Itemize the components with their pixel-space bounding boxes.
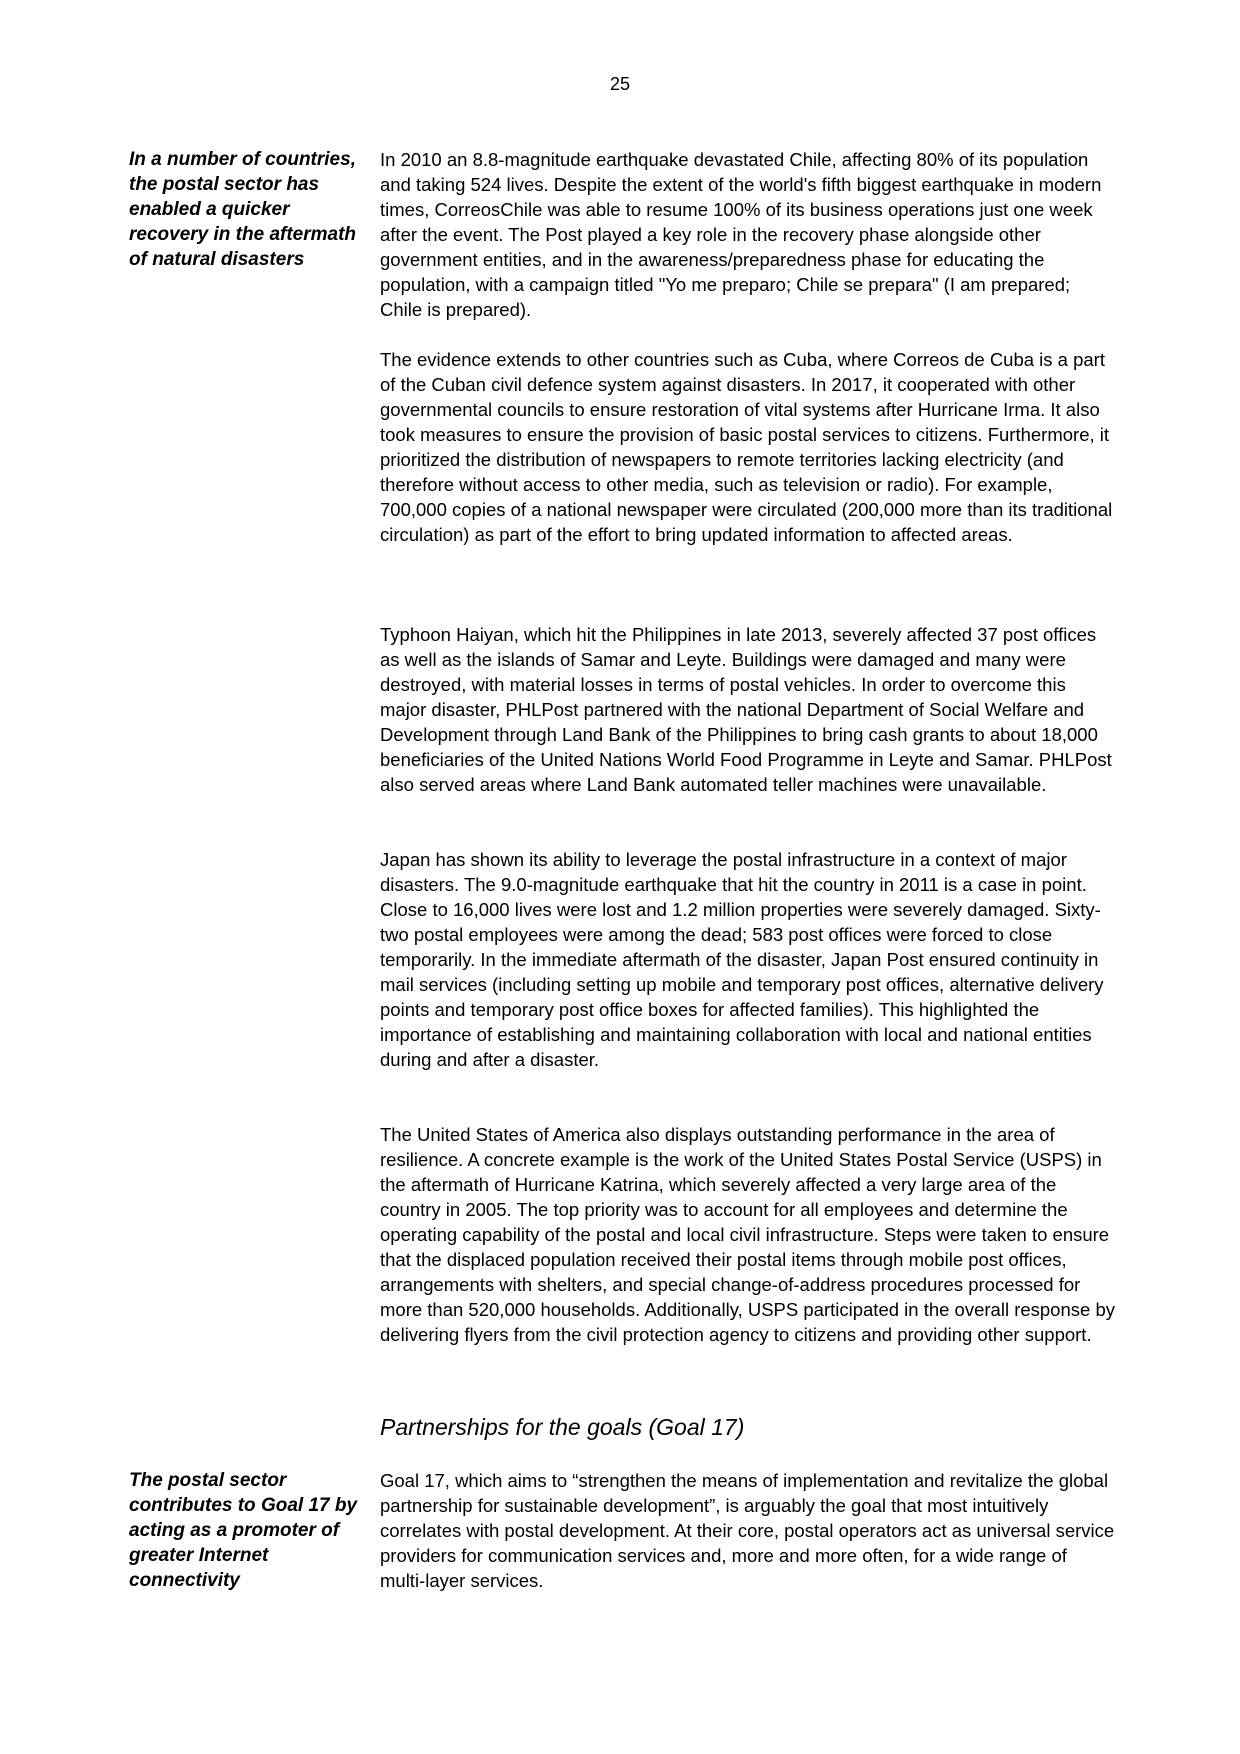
- paragraph-usa: The United States of America also displays outstanding performance in the area of resilience. A concrete example is the work of the United States Postal Service (USPS) in the aftermath of Hurricane Katrina, which severely affected a very large area of the country in 2005. The top priority was to account for all employees and determine the operating capability of the postal and local civil infrastructure. Steps were taken to ensure that the displaced population received their postal items through mobile post offices, arrangements with shelters, and special change-of-address procedures processed for more than 520,000 households. Additionally, USPS participated in the overall response by delivering flyers from the civil protection agency to citizens and providing other support.: [380, 1124, 1115, 1345]
- sidenote-disaster-recovery: In a number of countries, the postal sector has enabled a quicker recovery in the aftermath of natural disasters: [129, 149, 357, 270]
- section-heading-goal-17: Partnerships for the goals (Goal 17): [380, 1414, 745, 1440]
- paragraph-chile: In 2010 an 8.8-magnitude earthquake devastated Chile, affecting 80% of its population and taking 524 lives. Despite the extent of the world's fifth biggest earthquake in modern times, CorreosChile was able to resume 100% of its business operations just one week after the event. The Post played a key role in the recovery phase alongside other government entities, and in the awareness/preparedness phase for educating the population, with a campaign titled "Yo me preparo; Chile se prepara" (I am prepared; Chile is prepared).: [380, 149, 1102, 320]
- sidenote-internet-connectivity: The postal sector contributes to Goal 17 by acting as a promoter of greater Internet connectivity: [129, 1470, 358, 1591]
- page-number: 25: [609, 74, 631, 94]
- paragraph-cuba: The evidence extends to other countries such as Cuba, where Correos de Cuba is a part of the Cuban civil defence system against disasters. In 2017, it cooperated with other governmental councils to ensure restoration of vital systems after Hurricane Irma. It also took measures to ensure the provision of basic postal services to citizens. Furthermore, it prioritized the distribution of newspapers to remote territories lacking electricity (and therefore without access to other media, such as television or radio). For example, 700,000 copies of a national newspaper were circulated (200,000 more than its traditional circulation) as part of the effort to bring updated information to affected areas.: [380, 349, 1113, 545]
- paragraph-goal-17: Goal 17, which aims to “strengthen the means of implementation and revitalize the global partnership for sustainable development”, is arguably the goal that most intuitively correlates with postal development. At their core, postal operators act as universal service providers for communication services and, more and more often, for a wide range of multi-layer services.: [380, 1470, 1115, 1591]
- paragraph-japan: Japan has shown its ability to leverage the postal infrastructure in a context of major disasters. The 9.0-magnitude earthquake that hit the country in 2011 is a case in point. Close to 16,000 lives were lost and 1.2 million properties were severely damaged. Sixty-two postal employees were among the dead; 583 post offices were forced to close temporarily. In the immediate aftermath of the disaster, Japan Post ensured continuity in mail services (including setting up mobile and temporary post offices, alternative delivery points and temporary post office boxes for affected families). This highlighted the importance of establishing and maintaining collaboration with local and national entities during and after a disaster.: [380, 849, 1104, 1070]
- paragraph-philippines: Typhoon Haiyan, which hit the Philippines in late 2013, severely affected 37 post offices as well as the islands of Samar and Leyte. Buildings were damaged and many were destroyed, with material losses in terms of postal vehicles. In order to overcome this major disaster, PHLPost partnered with the national Department of Social Welfare and Development through Land Bank of the Philippines to bring cash grants to about 18,000 beneficiaries of the United Nations World Food Programme in Leyte and Samar. PHLPost also served areas where Land Bank automated teller machines were unavailable.: [380, 624, 1112, 795]
